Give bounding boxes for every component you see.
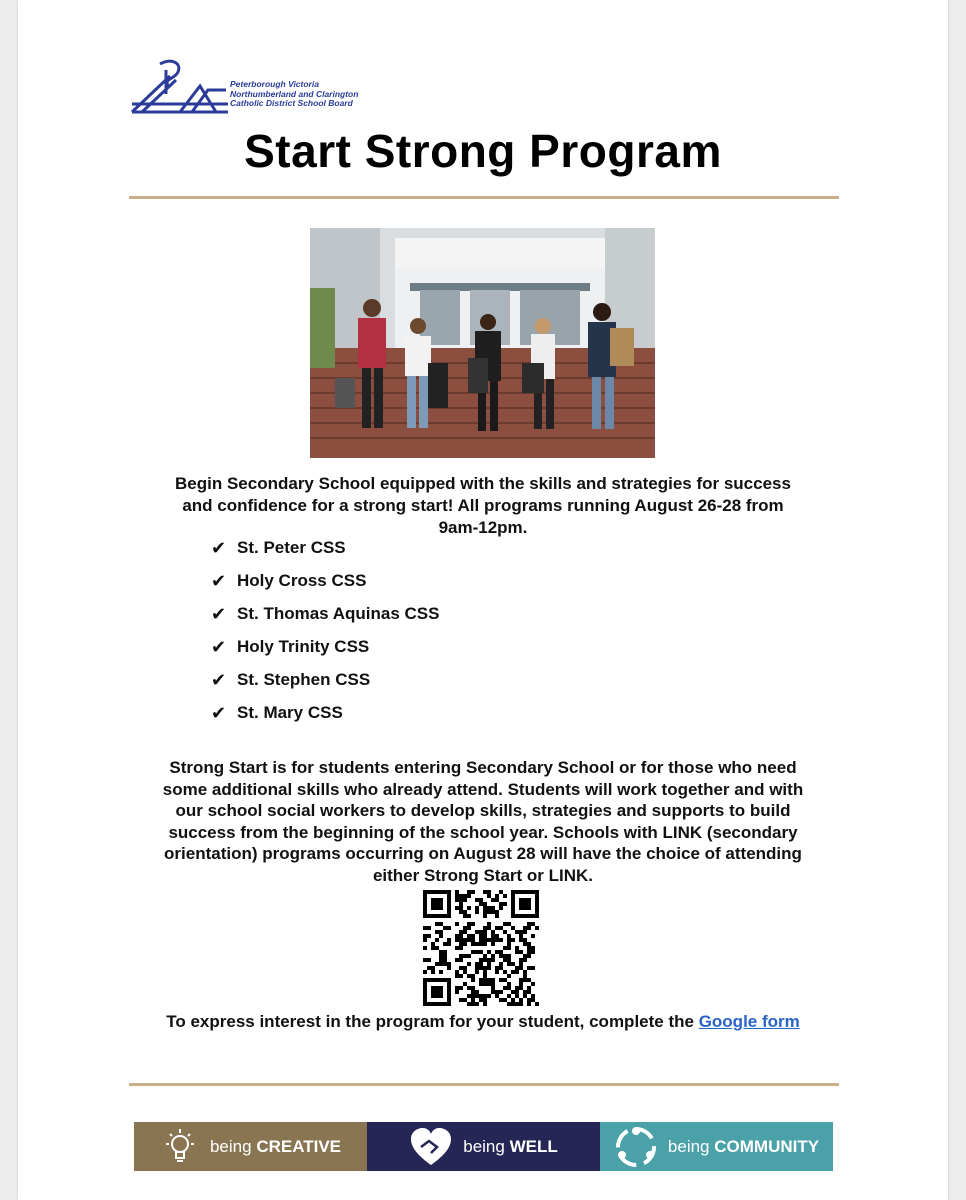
description-line: either Strong Start or LINK. <box>372 865 594 885</box>
check-mark-icon: ✔ <box>211 538 227 558</box>
qr-code[interactable] <box>423 890 539 1006</box>
list-item <box>211 570 439 603</box>
list-item <box>211 603 439 636</box>
board-name-line: Catholic District School Board <box>230 98 353 108</box>
being-creative-segment <box>134 1122 367 1171</box>
school-board-logo <box>130 56 370 120</box>
flyer-page <box>18 0 948 1200</box>
heart-hands-icon <box>409 1127 453 1167</box>
description-line: orientation) programs occurring on August 28 will have the choice of attending <box>164 844 802 863</box>
community-circle-icon <box>614 1125 658 1169</box>
call-to-action <box>18 1012 948 1032</box>
list-item <box>211 669 439 702</box>
school-name: Holy Cross CSS <box>237 571 367 590</box>
school-name: St. Peter CSS <box>237 538 346 557</box>
page-title: Start Strong Program <box>244 125 722 177</box>
school-name: Holy Trinity CSS <box>237 637 370 656</box>
board-name <box>230 80 358 109</box>
schools-list <box>211 537 439 735</box>
being-community-segment <box>600 1122 833 1171</box>
being-well-segment <box>367 1122 600 1171</box>
check-mark-icon: ✔ <box>211 637 227 657</box>
lightbulb-icon <box>160 1127 200 1167</box>
google-form-link[interactable]: Google form <box>698 1012 800 1031</box>
intro-line: 9am-12pm. <box>438 518 528 537</box>
list-item <box>211 537 439 570</box>
bottom-divider <box>129 1083 839 1086</box>
check-mark-icon: ✔ <box>211 604 227 624</box>
being-prefix: being <box>209 1136 252 1156</box>
being-prefix: being <box>463 1136 505 1156</box>
school-name: St. Mary CSS <box>237 703 343 722</box>
description-line: our school social workers to develop skills, strategies and supports to build <box>175 801 791 820</box>
values-banner <box>134 1122 833 1171</box>
check-mark-icon: ✔ <box>211 703 227 723</box>
board-name-line: Northumberland and Clarington <box>230 88 359 99</box>
list-item <box>211 636 439 669</box>
well-word: WELL <box>509 1136 558 1156</box>
school-name: St. Stephen CSS <box>237 670 371 689</box>
top-divider <box>129 196 839 199</box>
school-name: St. Thomas Aquinas CSS <box>237 604 440 623</box>
intro-paragraph <box>118 473 848 539</box>
description-line: Strong Start is for students entering Secondary School or for those who need <box>169 758 797 777</box>
cta-text: To express interest in the program for your student, complete the <box>166 1012 699 1031</box>
description-line: some additional skills who already attend. Students will work together and with <box>162 779 804 799</box>
intro-line: Begin Secondary School equipped with the skills and strategies for success <box>175 474 791 493</box>
description-line: success from the beginning of the school year. Schools with LINK (secondary <box>168 822 798 842</box>
check-mark-icon: ✔ <box>211 571 227 591</box>
intro-line: and confidence for a strong start! All programs running August 26-28 from <box>182 496 784 515</box>
students-photo <box>310 228 655 458</box>
list-item <box>211 702 439 735</box>
being-prefix: being <box>667 1136 710 1156</box>
check-mark-icon: ✔ <box>211 670 227 690</box>
community-word: COMMUNITY <box>714 1136 820 1156</box>
program-description <box>108 757 858 886</box>
board-emblem-icon <box>130 56 230 120</box>
board-name-line: Peterborough Victoria <box>230 79 319 89</box>
creative-word: CREATIVE <box>256 1136 342 1156</box>
